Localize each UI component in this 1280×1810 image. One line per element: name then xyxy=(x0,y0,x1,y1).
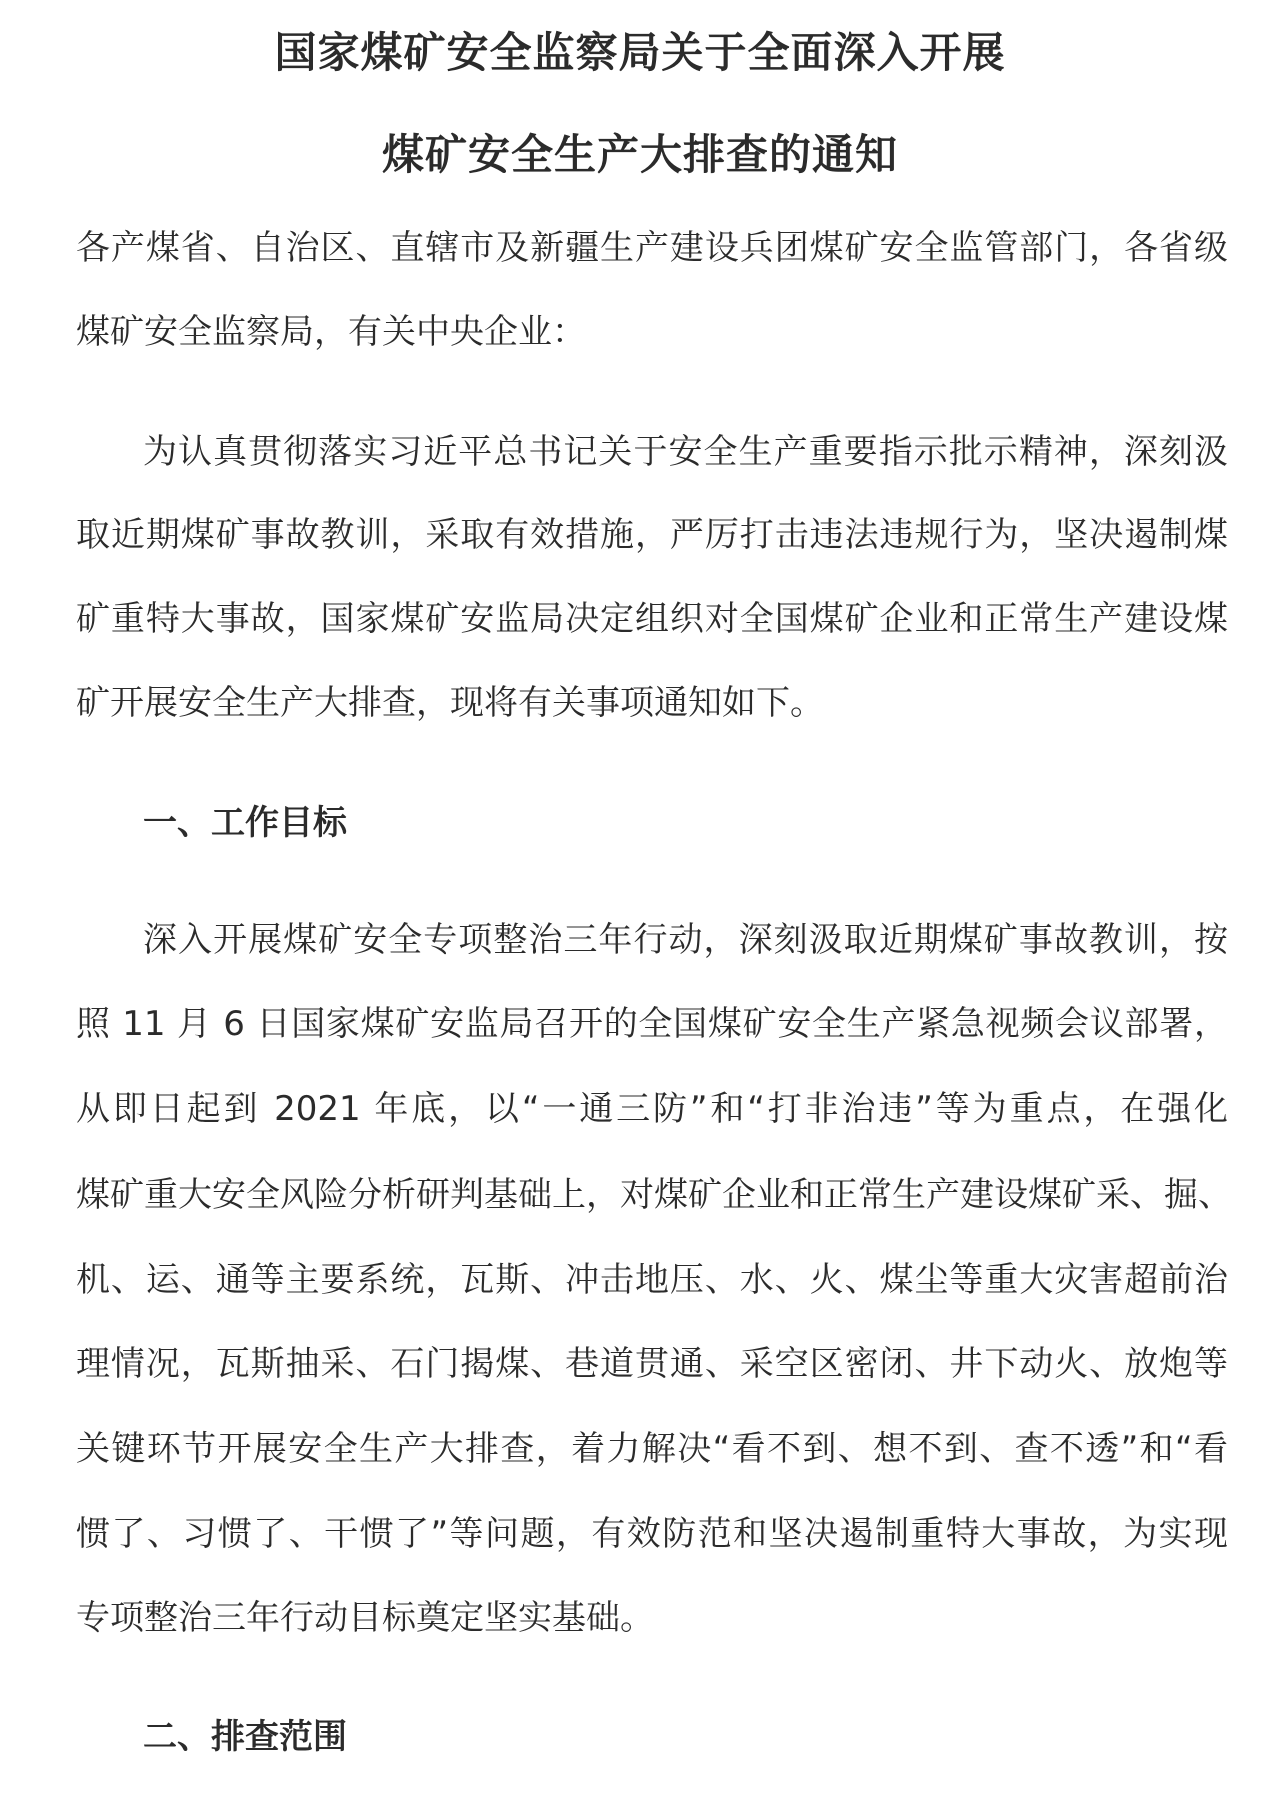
addressee-line: 煤矿安全监察局，有关中央企业： xyxy=(76,312,586,352)
addressee-line: 各产煤省、自治区、直辖市及新疆生产建设兵团煤矿安全监管部门，各省级 xyxy=(76,228,1228,268)
document-title-line-2: 煤矿安全生产大排查的通知 xyxy=(381,130,898,179)
intro-line: 矿重特大事故，国家煤矿安监局决定组织对全国煤矿企业和正常生产建设煤 xyxy=(76,599,1228,639)
section1-line: 关键环节开展安全生产大排查，着力解决“看不到、想不到、查不透”和“看 xyxy=(76,1429,1228,1469)
section1-line: 惯了、习惯了、干惯了”等问题，有效防范和坚决遏制重特大事故，为实现 xyxy=(76,1514,1228,1554)
section-heading: 二、排查范围 xyxy=(143,1717,347,1757)
intro-line: 矿开展安全生产大排查，现将有关事项通知如下。 xyxy=(76,683,824,723)
section1-line: 照 11 月 6 日国家煤矿安监局召开的全国煤矿安全生产紧急视频会议部署， xyxy=(76,1004,1228,1044)
document-title-line-1: 国家煤矿安全监察局关于全面深入开展 xyxy=(274,28,1006,77)
section1-line: 专项整治三年行动目标奠定坚实基础。 xyxy=(76,1598,654,1638)
section1-line: 深入开展煤矿安全专项整治三年行动，深刻汲取近期煤矿事故教训，按 xyxy=(143,920,1228,960)
section1-line: 理情况，瓦斯抽采、石门揭煤、巷道贯通、采空区密闭、井下动火、放炮等 xyxy=(76,1344,1228,1384)
section-heading: 一、工作目标 xyxy=(143,803,347,843)
intro-line: 为认真贯彻落实习近平总书记关于安全生产重要指示批示精神，深刻汲 xyxy=(143,432,1228,472)
section1-line: 从即日起到 2021 年底，以“一通三防”和“打非治违”等为重点，在强化 xyxy=(76,1089,1228,1129)
section1-line: 煤矿重大安全风险分析研判基础上，对煤矿企业和正常生产建设煤矿采、掘、 xyxy=(76,1175,1232,1215)
section1-line: 机、运、通等主要系统，瓦斯、冲击地压、水、火、煤尘等重大灾害超前治 xyxy=(76,1260,1228,1300)
intro-line: 取近期煤矿事故教训，采取有效措施，严厉打击违法违规行为，坚决遏制煤 xyxy=(76,515,1228,555)
